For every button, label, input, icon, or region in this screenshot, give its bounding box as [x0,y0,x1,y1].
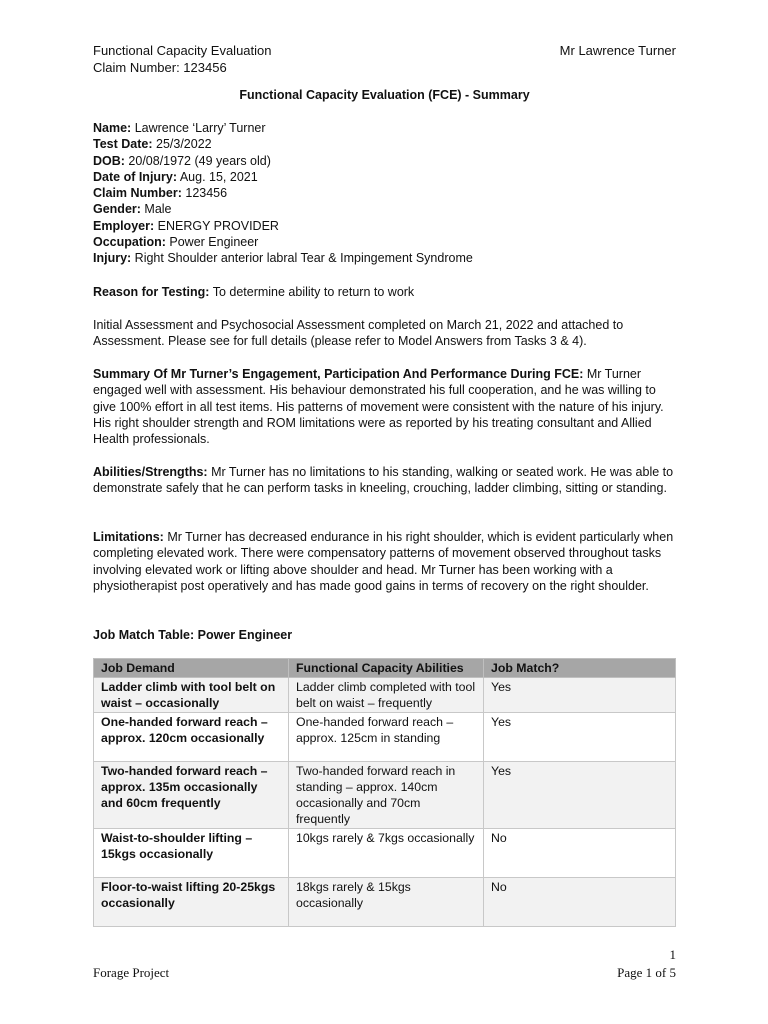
summary-paragraph [93,366,676,447]
info-label: DOB: [93,153,125,168]
footer-page-count: Page 1 of 5 [617,965,676,980]
abilities-body: Mr Turner has no limitations to his standing, walking or seated work. He was able to demonstrate safely that he can perform tasks in kneeling, crouching, ladder climbing, sitting or standing. [93,465,674,496]
document-title: Functional Capacity Evaluation (FCE) - Summary [239,88,530,102]
limitations-body: Mr Turner has decreased endurance in his right shoulder, which is evident particularly when completing elevated work. There were compensatory patterns of movement observed throughout tasks involving elevated work or lifting above shoulder and head. Mr Turner has been working with a physiotherapist post operatively and has made good gains in terms of recovery on the right shoulder. [93,530,674,593]
info-label: Gender: [93,202,141,217]
info-row-name [93,120,676,136]
cell-job-demand: Waist-to-shoulder lifting – 15kgs occasionally [94,828,289,877]
info-label: Injury: [93,251,132,266]
cell-job-demand: One-handed forward reach – approx. 120cm occasionally [94,712,289,761]
table-row [94,828,676,877]
info-label: Claim Number: [93,186,182,201]
footer-project-name: Forage Project [93,965,170,980]
table-row [94,761,676,828]
initial-assessment-paragraph [93,317,676,350]
cell-job-demand: Floor-to-waist lifting 20-25kgs occasionally [94,877,289,926]
header-claim-number: Claim Number: 123456 [93,60,227,75]
cell-job-match: No [484,877,676,926]
cell-capacity: 10kgs rarely & 7kgs occasionally [289,828,484,877]
info-value: Right Shoulder anterior labral Tear & Impingement Syndrome [131,251,473,266]
info-row-claim-number [93,185,676,201]
cell-capacity: Ladder climb completed with tool belt on waist – frequently [289,678,484,713]
reason-for-testing [93,284,676,300]
cell-job-demand: Two-handed forward reach – approx. 135m occasionally and 60cm frequently [94,761,289,828]
initial-assessment-text: Initial Assessment and Psychosocial Assessment completed on March 21, 2022 and attached to Assessment. Please see for full details (please refer to Model Answers from Tasks 3 & 4). [93,318,624,349]
limitations-paragraph [93,529,676,594]
summary-label: Summary Of Mr Turner’s Engagement, Participation And Performance During FCE: [93,367,584,381]
abilities-paragraph [93,464,676,497]
table-row [94,678,676,713]
cell-job-match: Yes [484,761,676,828]
header-patient-name: Mr Lawrence Turner [559,43,676,58]
cell-capacity: One-handed forward reach – approx. 125cm in standing [289,712,484,761]
cell-job-demand: Ladder climb with tool belt on waist – occasionally [94,678,289,713]
info-row-employer [93,218,676,234]
info-label: Name: [93,121,132,135]
info-value: Aug. 15, 2021 [177,169,258,184]
info-label: Test Date: [93,137,153,152]
column-header-job-match: Job Match? [484,659,676,678]
abilities-text [93,464,676,497]
page-header-left [93,43,393,77]
column-header-job-demand: Job Demand [94,659,289,678]
info-label: Date of Injury: [93,169,178,184]
reason-value: To determine ability to return to work [209,285,415,299]
limitations-text [93,529,676,594]
reason-label: Reason for Testing: [93,285,210,299]
header-title: Functional Capacity Evaluation [93,43,272,58]
table-header-row [94,659,676,678]
cell-job-match: No [484,828,676,877]
cell-job-match: Yes [484,712,676,761]
table-row [94,712,676,761]
info-value: ENERGY PROVIDER [154,218,279,233]
page-header-right [560,43,676,60]
table-row [94,877,676,926]
job-match-table [93,658,676,927]
info-value: Power Engineer [165,235,259,250]
column-header-functional-capacity: Functional Capacity Abilities [289,659,484,678]
info-value: Lawrence ‘Larry’ Turner [131,121,266,135]
summary-body: Mr Turner engaged well with assessment. His behaviour demonstrated his full cooperation, and he was willing to give 100% effort in all test items. His patterns of movement were consistent with the nature of his injury. His right shoulder strength and ROM limitations were as reported by his treating consultant and Allied Health professionals. [93,367,664,447]
summary-text [93,366,676,447]
page-number: 1 [669,947,676,962]
info-row-test-date [93,136,676,152]
cell-job-match: Yes [484,678,676,713]
job-match-heading-text: Job Match Table: Power Engineer [93,628,293,642]
info-row-injury [93,250,676,266]
info-row-gender [93,201,676,217]
info-label: Occupation: [93,235,166,250]
info-value: 20/08/1972 (49 years old) [124,153,271,168]
cell-capacity: 18kgs rarely & 15kgs occasionally [289,877,484,926]
info-value: 25/3/2022 [152,137,212,152]
job-match-heading [93,627,676,643]
info-row-date-of-injury [93,169,676,185]
abilities-label: Abilities/Strengths: [93,465,208,479]
cell-capacity: Two-handed forward reach in standing – approx. 140cm occasionally and 70cm frequently [289,761,484,828]
info-label: Employer: [93,218,155,233]
patient-info [93,120,676,267]
info-value: Male [140,202,172,217]
info-row-dob [93,153,676,169]
document-page [93,0,676,1024]
info-value: 123456 [181,186,228,201]
info-row-occupation [93,234,676,250]
limitations-label: Limitations: [93,530,164,544]
